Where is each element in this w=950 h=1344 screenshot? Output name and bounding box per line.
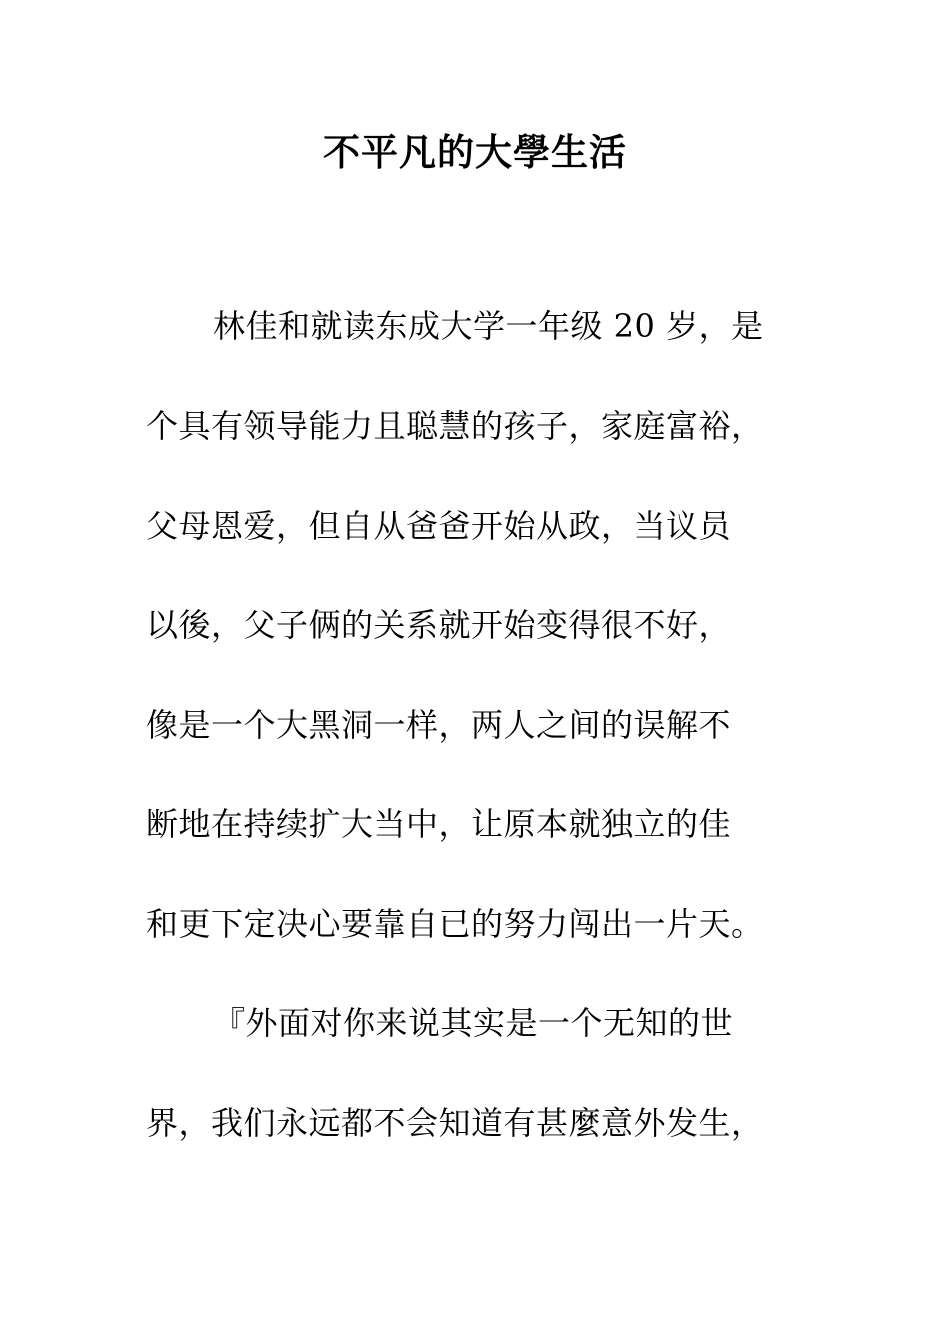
paragraph-line: 断地在持续扩大当中，让原本就独立的佳 <box>146 805 732 843</box>
document-title: 不平凡的大學生活 <box>323 131 627 174</box>
paragraph-line: 界，我们永远都不会知道有甚麼意外发生， <box>146 1104 764 1142</box>
paragraph-line: 林佳和就读东成大学一年级 20 岁，是 <box>213 307 764 345</box>
paragraph-line: 以後，父子俩的关系就开始变得很不好， <box>146 606 732 644</box>
paragraph-line: 父母恩爱，但自从爸爸开始从政，当议员 <box>146 507 732 545</box>
paragraph-line: 像是一个大黑洞一样，两人之间的误解不 <box>146 706 732 744</box>
paragraph-line: 『外面对你来说其实是一个无知的世 <box>213 1004 734 1042</box>
paragraph-line: 和更下定决心要靠自已的努力闯出一片天。 <box>146 905 764 943</box>
paragraph-line: 个具有领导能力且聪慧的孩子，家庭富裕， <box>146 407 764 445</box>
